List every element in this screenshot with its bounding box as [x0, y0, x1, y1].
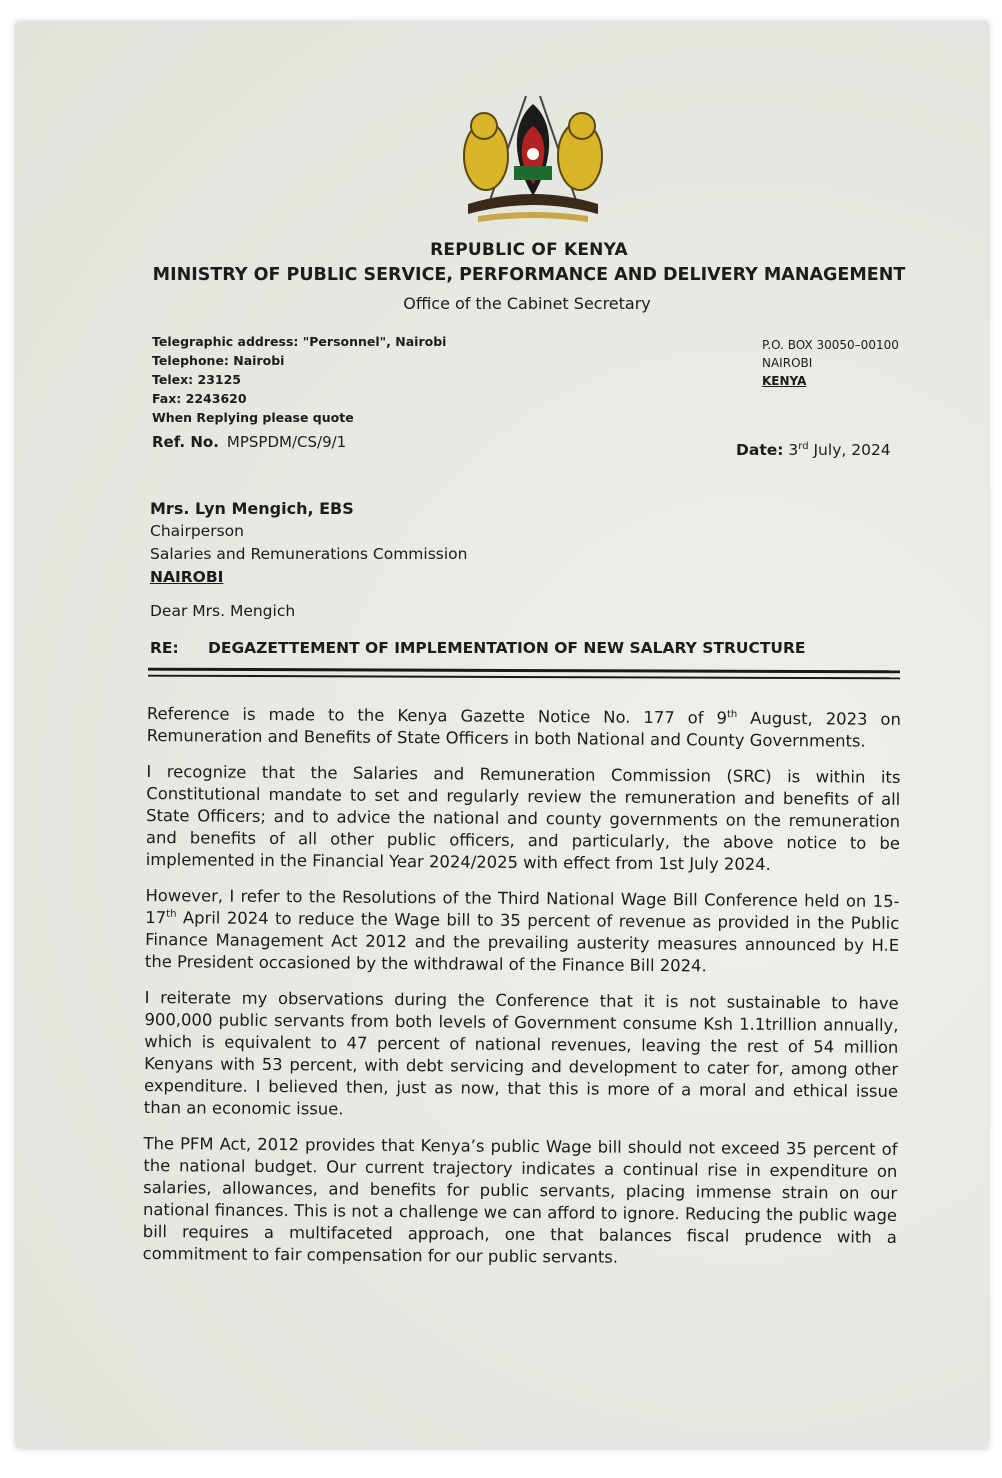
ref-value: MPSPDM/CS/9/1 — [226, 433, 347, 451]
republic-heading: REPUBLIC OF KENYA — [430, 240, 628, 260]
salutation: Dear Mrs. Mengich — [150, 602, 296, 620]
telex: Telex: 23125 — [152, 372, 242, 387]
ministry-heading: MINISTRY OF PUBLIC SERVICE, PERFORMANCE AND DELIVERY MANAGEMENT — [152, 265, 906, 285]
replying-note: When Replying please quote — [152, 410, 354, 425]
paragraph-1 — [147, 703, 901, 753]
postal-address — [762, 336, 899, 390]
paragraph-3-sup: th — [166, 908, 177, 920]
reference-number — [152, 433, 346, 451]
telegraphic-address: Telegraphic address: "Personnel", Nairobi — [152, 334, 447, 349]
letter-body — [142, 703, 901, 1285]
paragraph-4: I reiterate my observations during the Conference that it is not sustainable to have 900,000 public servants from both levels of Government consume Ksh 1.1trillion annually, which is equivalent to 47 percent of national revenues, leaving the rest of 54 million Kenyans with 53 percent, with debt servicing and development to cater for, among other expenditure. I believed then, just as now, that this is more of a moral and ethical issue than an economic issue. — [143, 987, 899, 1119]
paragraph-3 — [145, 885, 900, 979]
paragraph-3-text-a: However, I refer to the Resolutions of the Third National Wage Bill Conference held on 15-17 — [145, 885, 900, 928]
recipient-name: Mrs. Lyn Mengich, EBS — [150, 499, 354, 518]
paragraph-1-sup: th — [726, 709, 738, 721]
subject-line — [150, 639, 806, 657]
date-rest: July, 2024 — [808, 441, 891, 459]
date-day-suffix: rd — [798, 440, 809, 452]
fax: Fax: 2243620 — [152, 391, 247, 406]
date-label: Date: — [736, 441, 784, 459]
subject-label: RE: — [150, 639, 179, 657]
recipient-title: Chairperson — [150, 522, 244, 540]
ref-label: Ref. No. — [152, 433, 219, 451]
postal-city: NAIROBI — [762, 356, 813, 370]
date-day: 3 — [788, 441, 799, 459]
paragraph-1-text-b: August, 2023 on Remuneration and Benefits of State Officers in both National and County Governments. — [146, 708, 901, 751]
postal-country: KENYA — [762, 374, 807, 388]
kenya-coat-of-arms-icon — [448, 86, 618, 226]
paragraph-5: The PFM Act, 2012 provides that Kenya’s public Wage bill should not exceed 35 percent of the national budget. Our current trajectory indicates a continual rise in expenditure on salaries, allowances, and benefits for public servants, placing immense strain on our national finances. This is not a challenge we can afford to ignore. Reducing the public wage bill requires a multifaceted approach, one that balances fiscal prudence with a commitment to fair compensation for our public servants. — [142, 1133, 898, 1267]
paragraph-2: I recognize that the Salaries and Remuneration Commission (SRC) is within its Constitutional mandate to set and regularly review the remuneration and benefits of all State Officers; and to advice the national and county governments on the remuneration and benefits of all other public officers, and particularly, the above notice to be implemented in the Financial Year 2024/2025 with effect from 1st July 2024. — [145, 761, 901, 874]
letter-date — [736, 441, 891, 459]
paragraph-1-text-a: Reference is made to the Kenya Gazette Notice No. 177 of 9 — [146, 703, 728, 728]
subject-text: DEGAZETTEMENT OF IMPLEMENTATION OF NEW SALARY STRUCTURE — [208, 639, 806, 657]
contact-block — [152, 332, 446, 427]
paragraph-3-text-b: April 2024 to reduce the Wage bill to 35 percent of revenue as provided in the Public Finance Management Act 2012 and the prevailing austerity measures announced by H.E the President occasioned by the withdrawal of the Finance Bill 2024. — [144, 908, 900, 976]
recipient-block — [150, 497, 467, 589]
po-box: P.O. BOX 30050–00100 — [762, 338, 899, 352]
telephone: Telephone: Nairobi — [152, 353, 285, 368]
office-heading: Office of the Cabinet Secretary — [403, 294, 651, 313]
recipient-city: NAIROBI — [150, 568, 224, 586]
recipient-organisation: Salaries and Remunerations Commission — [150, 545, 468, 563]
